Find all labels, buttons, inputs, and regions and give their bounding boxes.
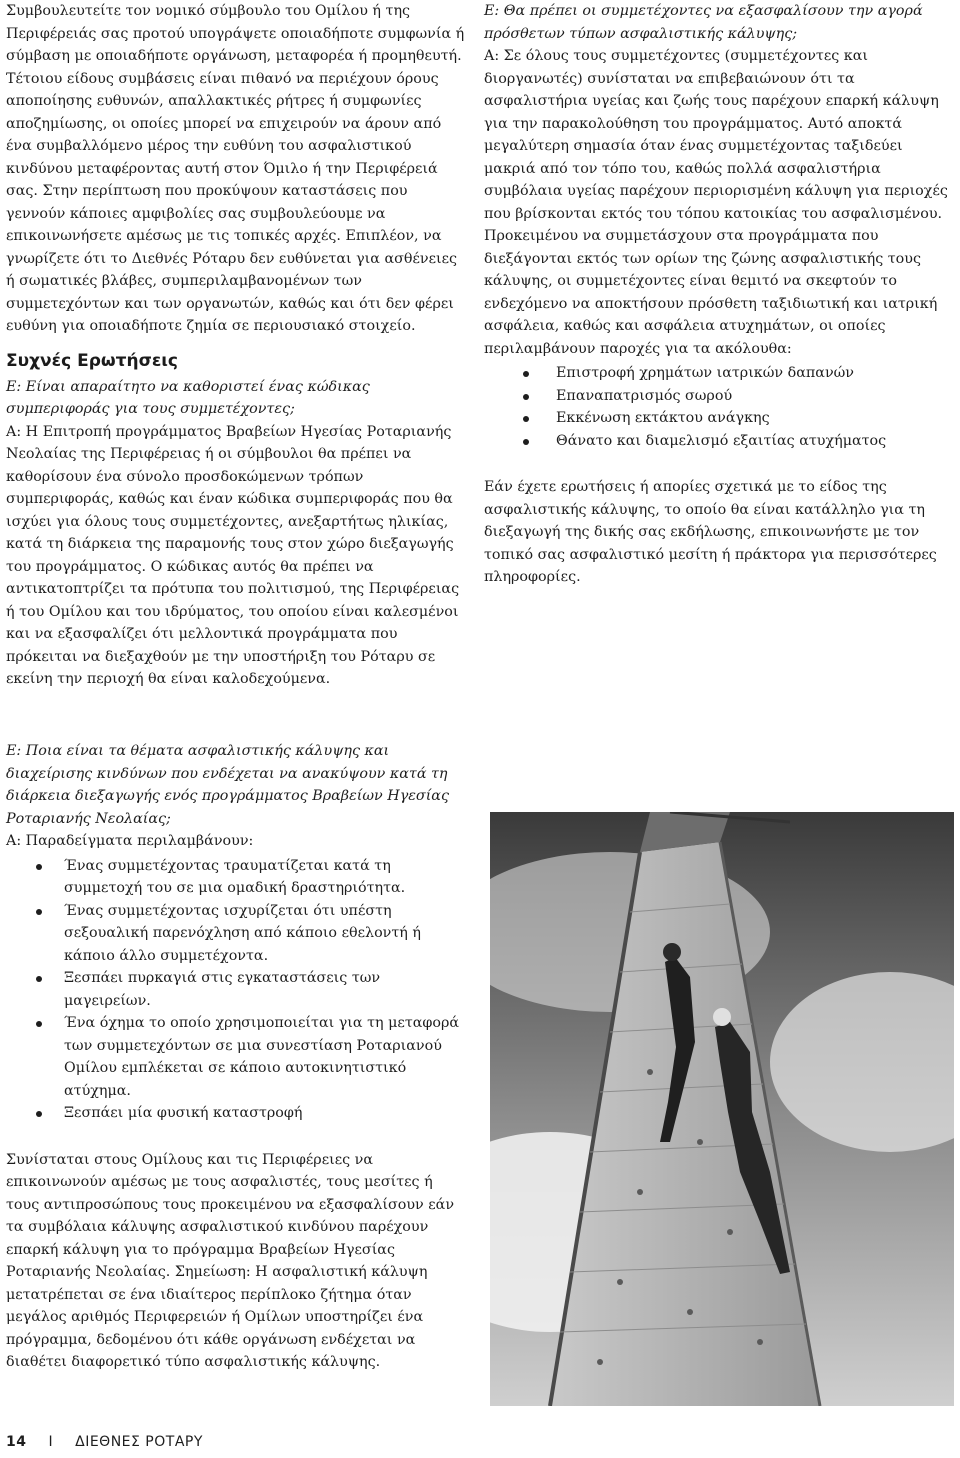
list-item: Ξεσπάει μία φυσική καταστροφή: [6, 1102, 468, 1125]
intro-paragraph: Συμβουλευτείτε τον νομικό σύμβουλο του Ομίλου ή της Περιφέρειάς σας προτού υπογράψετε οποιαδήποτε συμφωνία ή σύμβαση με οποιαδήποτε οργάνωση, μεταφορέα ή προμηθευτή. Τέτοιου είδους συμβάσεις είναι πιθανό να περιέχουν όρους αποποίησης ευθυνών, απαλλακτικές ρήτρες ή συμφωνίες αποζημίωσης, οι οποίες μπορεί να επιχειρούν να άρουν από ένα συμβαλλόμενο μέρος την ευθύνη του ασφαλιστικού κινδύνου μεταφέροντας αυτή στον Όμιλο ή την Περιφέρειά σας. Στην περίπτωση που προκύψουν καταστάσεις που γεννούν κάποιες αμφιβολίες σας συμβουλεύουμε να επικοινωνήσετε αμέσως με τις τοπικές αρχές. Επιπλέον, να γνωρίζετε ότι το Διεθνές Ρόταρυ δεν ευθύνεται για ασθένειες ή σωματικές βλάβες, συμπεριλαμβανομένων των συμμετεχόντων και των οργανωτών, καθώς και ότι δεν φέρει ευθύνη για οποιαδήποτε ζημία σε περιουσιακό στοιχείο.: [6, 3, 465, 334]
bullet-icon: [36, 976, 42, 982]
page-number: 14: [6, 1434, 27, 1450]
faq-answer-code-of-conduct: Α: Η Επιτροπή προγράμματος Βραβείων Ηγεσίας Ροταριανής Νεολαίας της Περιφέρειας ή οι σύμβουλοι θα πρέπει να καθορίσουν ένα σύνολο προσδοκώμενων τρόπων συμπεριφοράς, καθώς και έναν κώδικα συμπεριφοράς που θα ισχύει για όλους τους συμμετέχοντες, ανεξαρτήτως ηλικίας, κατά τη διάρκεια της παραμονής τους στον χώρο διεξαγωγής του προγράμματος. Ο κώδικας αυτός θα πρέπει να αντικατοπτρίζει τα πρότυπα του πολιτισμού, της Περιφέρειας ή του Ομίλου και του ιδρύματος, του οποίου είναι καλεσμένοι και να εξασφαλίζει ότι μελλοντικά προγράμματα που πρόκειται να διεξαχθούν με την υποστήριξη του Ρόταρυ σε εκείνη την περιοχή θα είναι καλοδεχούμενα.: [6, 423, 460, 687]
list-item: Εκκένωση εκτάκτου ανάγκης: [484, 407, 954, 430]
publication-name: ΔΙΕΘΝΕΣ ΡΟΤΑΡΥ: [75, 1434, 203, 1450]
list-item: Επιστροφή χρημάτων ιατρικών δαπανών: [484, 362, 954, 385]
list-item: Ξεσπάει πυρκαγιά στις εγκαταστάσεις των μαγειρείων.: [6, 967, 468, 1012]
bullet-icon: [523, 439, 529, 445]
list-item: Θάνατο και διαμελισμό εξαιτίας ατυχήματος: [484, 430, 954, 453]
bullet-icon: [36, 1111, 42, 1117]
bullet-icon: [36, 1021, 42, 1027]
right-column: [484, 0, 954, 589]
list-item: Επαναπατρισμός σωρού: [484, 385, 954, 408]
bullet-icon: [523, 416, 529, 422]
bullet-icon: [523, 371, 529, 377]
bullet-icon: [36, 864, 42, 870]
benefits-list: [484, 362, 954, 452]
footer-separator: I: [48, 1434, 54, 1450]
closing-paragraph-insurers: Συνίσταται στους Ομίλους και τις Περιφέρειες να επικοινωνούν αμέσως με τους ασφαλιστές, τους μεσίτες ή τους αντιπροσώπους τους προκειμένου να εξασφαλίσουν εάν τα συμβόλαια κάλυψης ασφαλιστικού κινδύνου παρέχουν επαρκή κάλυψη για το πρόγραμμα Βραβείων Ηγεσίας Ροταριανής Νεολαίας. Σημείωση: Η ασφαλιστική κάλυψη μετατρέπεται σε ένα ιδιαίτερος περίπλοκο ζήτημα όταν μεγάλος αριθμός Περιφερειών ή Ομίλων υποστηρίζει ένα πρόγραμμα, δεδομένου ότι κάθε οργάνωση ενδέχεται να διαθέτει διαφορετικό τύπο ασφαλιστικής κάλυψης.: [6, 1151, 455, 1370]
faq-answer-examples-intro: Α: Παραδείγματα περιλαμβάνουν:: [6, 833, 254, 849]
page-footer: [6, 1434, 203, 1450]
left-column-top: [6, 0, 468, 691]
faq-answer-additional-insurance: Α: Σε όλους τους συμμετέχοντες (συμμετέχοντες και διοργανωτές) συνίσταται να επιβεβαιώνουν ότι τα ασφαλιστήρια υγείας και ζωής τους παρέχουν επαρκή κάλυψη για την παρακολούθηση του προγράμματος. Αυτό αποκτά μεγαλύτερη σημασία όταν ένας συμμετέχοντας ταξιδεύει μακριά από τον τόπο του, καθώς πολλά ασφαλιστήρια συμβόλαια υγείας παρέχουν περιορισμένη κάλυψη για περιοχές που βρίσκονται εκτός του τόπου κατοικίας του ασφαλισμένου. Προκειμένου να συμμετάσχουν στα προγράμματα που διεξάγονται εκτός των ορίων της ζώνης ασφαλιστικής τους κάλυψης, οι συμμετέχοντες είναι θεμιτό να σκεφτούν το ενδεχόμενο να αποκτήσουν πρόσθετη ταξιδιωτική και ιατρική ασφάλεια, καθώς και ασφάλεια ατυχημάτων, οι οποίες περιλαμβάνουν παροχές για τα ακόλουθα:: [484, 48, 948, 357]
examples-list: [6, 855, 468, 1125]
faq-question-insurance-issues: Ε: Ποια είναι τα θέματα ασφαλιστικής κάλυψης και διαχείρισης κινδύνων που ενδέχεται να ανακύψουν κατά τη διάρκεια διεξαγωγής ενός προγράμματος Βραβείων Ηγεσίας Ροταριανής Νεολαίας;: [6, 743, 449, 827]
list-item: Ένας συμμετέχοντας ισχυρίζεται ότι υπέστη σεξουαλική παρενόχληση από κάποιο εθελοντή ή κάποιο άλλο συμμετέχοντα.: [6, 900, 468, 968]
left-column-bottom: [6, 740, 468, 1374]
list-item: Ένα όχημα το οποίο χρησιμοποιείται για τη μεταφορά των συμμετεχόντων σε μια συνεστίαση Ροταριανού Ομίλου εμπλέκεται σε κάποιο αυτοκινητιστικό ατύχημα.: [6, 1012, 468, 1102]
bullet-icon: [523, 394, 529, 400]
bullet-icon: [36, 909, 42, 915]
list-item: Ένας συμμετέχοντας τραυματίζεται κατά τη συμμετοχή του σε μια ομαδική δραστηριότητα.: [6, 855, 468, 900]
faq-heading: Συχνές Ερωτήσεις: [6, 350, 179, 371]
faq-question-additional-insurance: Ε: Θα πρέπει οι συμμετέχοντες να εξασφαλίσουν την αγορά πρόσθετων τύπων ασφαλιστικής κάλυψης;: [484, 3, 923, 42]
climbing-wall-photo: [490, 812, 954, 1406]
closing-paragraph-contact: Εάν έχετε ερωτήσεις ή απορίες σχετικά με το είδος της ασφαλιστικής κάλυψης, το οποίο θα είναι κατάλληλο για τη διεξαγωγή της δικής σας εκδήλωσης, επικοινωνήστε με τον τοπικό σας ασφαλιστικό μεσίτη ή πράκτορα για περισσότερες πληροφορίες.: [484, 479, 937, 585]
faq-question-code-of-conduct: Ε: Είναι απαραίτητο να καθοριστεί ένας κώδικας συμπεριφοράς για τους συμμετέχοντες;: [6, 378, 370, 417]
